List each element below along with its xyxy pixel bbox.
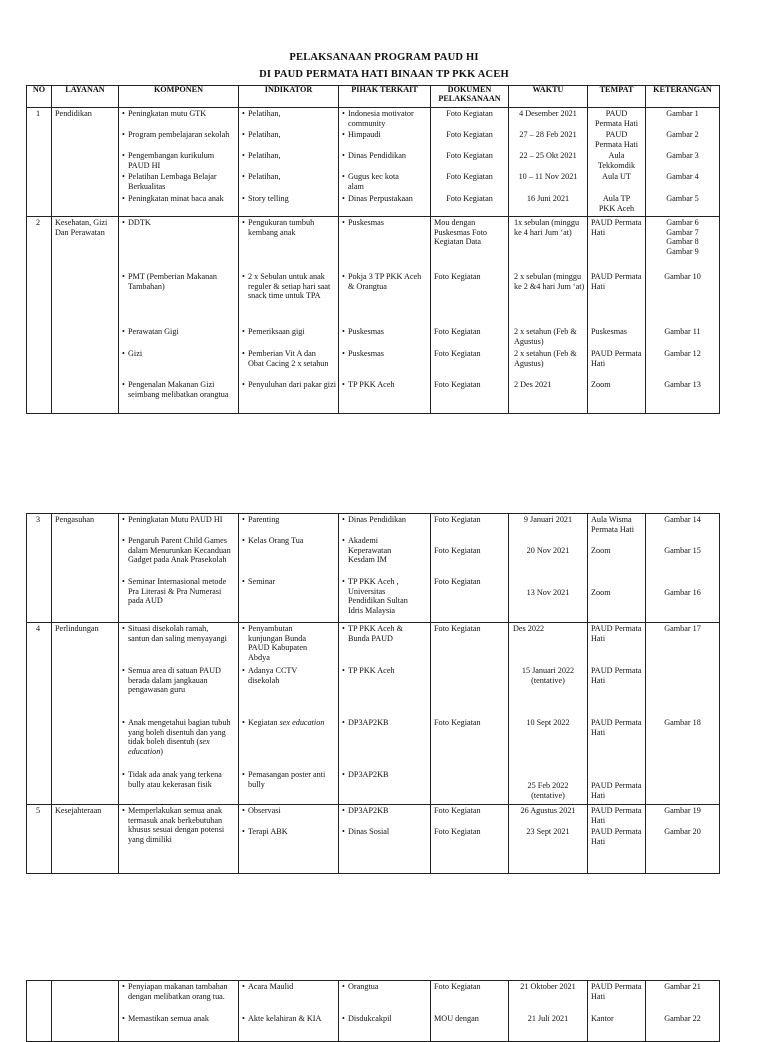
dokumen-item: Foto Kegiatan <box>434 718 481 727</box>
dokumen-item: Foto Kegiatan <box>446 194 493 203</box>
indikator-item: • Penyuluhan dari pakar gizi <box>248 380 336 390</box>
waktu-item: Des 2022 <box>513 624 545 633</box>
table-row <box>27 623 720 805</box>
tempat-item: PAUD Permata Hati <box>591 806 642 825</box>
keterangan-item: Gambar 4 <box>666 172 699 181</box>
komponen-item: • Perawatan Gigi <box>128 327 236 337</box>
keterangan-item: Gambar 22 <box>664 1014 701 1023</box>
header-komponen: KOMPONEN <box>119 86 239 108</box>
tempat-item: PAUD Permata Hati <box>591 349 642 368</box>
indikator-item: • Pelatihan, <box>248 130 281 140</box>
keterangan-item: Gambar 3 <box>666 151 699 160</box>
document-subtitle: DI PAUD PERMATA HATI BINAAN TP PKK ACEH <box>259 69 509 80</box>
waktu-item: 22 – 25 Okt 2021 <box>519 151 577 160</box>
keterangan-item: Gambar 6 Gambar 7 Gambar 8 Gambar 9 <box>666 218 699 256</box>
header-indikator: INDIKATOR <box>239 86 339 108</box>
dokumen-item: Foto Kegiatan <box>446 151 493 160</box>
indikator-item: • Pelatihan, <box>248 172 281 182</box>
keterangan-item: Gambar 20 <box>664 827 701 836</box>
pihak-item: • Akademi Keperawatan Kesdam IM <box>348 536 410 565</box>
keterangan-item: Gambar 16 <box>664 588 701 597</box>
row-number: 3 <box>36 515 41 524</box>
indikator-item: • 2 x Sebulan untuk anak reguler & setiap hari saat snack time untuk TPA <box>248 272 336 301</box>
dokumen-item: Foto Kegiatan <box>434 272 481 281</box>
waktu-item: 21 Juli 2021 <box>527 1014 569 1023</box>
pihak-item: • Gugus kec kota alam <box>348 172 412 191</box>
dokumen-item: Foto Kegiatan <box>434 624 481 633</box>
header-keterangan: KETERANGAN <box>646 86 720 108</box>
komponen-item: • Semua area di satuan PAUD berada dalam jangkauan pengawasan guru <box>128 666 230 695</box>
komponen-item: • Seminar Internasional metode Pra Literasi & Pra Numerasi pada AUD <box>128 577 234 606</box>
komponen-item: • Pengenalan Makanan Gizi seimbang melibatkan orangtua <box>128 380 234 399</box>
waktu-item: 1x sebulan (minggu ke 4 hari Jum ‘at) <box>514 218 580 237</box>
document-title: PELAKSANAAN PROGRAM PAUD HI <box>289 52 479 63</box>
komponen-item: • Peningkatan minat baca anak <box>128 194 236 204</box>
pihak-item: • Pokja 3 TP PKK Aceh & Orangtua <box>348 272 422 291</box>
komponen-item: • Pengembangan kurikulum PAUD HI <box>128 151 236 170</box>
pihak-item: • TP PKK Aceh , Universitas Pendidikan Sultan Idris Malaysia <box>348 577 422 615</box>
komponen-item: • Gizi <box>128 349 236 359</box>
pihak-item: • Dinas Perpustakaan <box>348 194 413 204</box>
program-table-3 <box>26 980 720 1042</box>
indikator-item: • Seminar <box>248 577 275 587</box>
tempat-item: PAUD Permata Hati <box>591 218 642 237</box>
pihak-item: • Indonesia motivator community <box>348 109 428 128</box>
pihak-item: • Disdukcakpil <box>348 1014 392 1024</box>
keterangan-item: Gambar 14 <box>664 515 701 524</box>
dokumen-item: Foto Kegiatan <box>434 806 481 815</box>
indikator-item: • Pengukuran tumbuh kembang anak <box>248 218 330 237</box>
indikator-item: • Terapi ABK <box>248 827 288 837</box>
dokumen-item: Foto Kegiatan <box>446 130 493 139</box>
layanan-label: Pengasuhan <box>55 515 95 524</box>
keterangan-item: Gambar 13 <box>664 380 701 389</box>
indikator-item: • Observasi <box>248 806 281 816</box>
header-tempat: TEMPAT <box>588 86 646 108</box>
waktu-item: 4 Desember 2021 <box>519 109 577 118</box>
waktu-item: 21 Oktober 2021 <box>520 982 576 991</box>
program-table-2 <box>26 513 720 874</box>
tempat-item: PAUD Permata Hati <box>591 781 642 800</box>
layanan-label: Kesejahteraan <box>55 806 102 815</box>
waktu-item: 10 – 11 Nov 2021 <box>518 172 578 181</box>
tempat-item: Kantor <box>591 1014 614 1023</box>
komponen-item: • Tidak ada anak yang terkena bully atau kekerasan fisik <box>128 770 230 789</box>
row-number: 4 <box>36 624 41 633</box>
dokumen-item: MOU dengan <box>434 1014 479 1023</box>
pihak-item: • DP3AP2KB <box>348 770 389 780</box>
keterangan-item: Gambar 18 <box>664 718 701 727</box>
header-layanan: LAYANAN <box>52 86 119 108</box>
waktu-item: 25 Feb 2022 (tentative) <box>527 781 569 800</box>
keterangan-item: Gambar 11 <box>664 327 701 336</box>
header-waktu: WAKTU <box>509 86 588 108</box>
dokumen-item: Foto Kegiatan <box>434 380 481 389</box>
dokumen-item: Foto Kegiatan <box>434 515 481 524</box>
waktu-item: 23 Sept 2021 <box>526 827 570 836</box>
komponen-item: • Penyiapan makanan tambahan dengan melibatkan orang tua. <box>128 982 234 1001</box>
table-header-row <box>27 86 720 108</box>
pihak-item: • Puskesmas <box>348 218 384 228</box>
indikator-item: • Pemberian Vit A dan Obat Cacing 2 x setahun <box>248 349 330 368</box>
tempat-item: PAUD Permata Hati <box>591 827 642 846</box>
dokumen-item: Foto Kegiatan <box>434 546 481 555</box>
layanan-label: Pendidikan <box>55 109 92 118</box>
dokumen-item: Foto Kegiatan <box>446 109 493 118</box>
dokumen-item: Foto Kegiatan <box>434 349 481 358</box>
pihak-item: • Dinas Pendidikan <box>348 151 406 161</box>
header-no: NO <box>27 86 52 108</box>
pihak-item: • TP PKK Aceh & Bunda PAUD <box>348 624 418 643</box>
pihak-item: • Puskesmas <box>348 327 384 337</box>
waktu-item: 13 Nov 2021 <box>526 588 570 597</box>
waktu-item: 2 x setahun (Feb & Agustus) <box>514 349 577 368</box>
tempat-item: Aula Tekkomdik <box>597 151 636 170</box>
waktu-item: 26 Agustus 2021 <box>520 806 576 815</box>
pihak-item: • TP PKK Aceh <box>348 666 395 676</box>
waktu-item: 15 Januari 2022 (tentative) <box>521 666 575 685</box>
tempat-item: Zoom <box>591 380 611 389</box>
row-number: 2 <box>36 218 41 227</box>
indikator-item: • Pemasangan poster anti bully <box>248 770 336 789</box>
keterangan-item: Gambar 15 <box>664 546 701 555</box>
keterangan-item: Gambar 17 <box>664 624 701 633</box>
dokumen-item: Foto Kegiatan <box>434 327 481 336</box>
tempat-item: Zoom <box>591 546 611 555</box>
pihak-item: • Puskesmas <box>348 349 384 359</box>
komponen-item: • Situasi disekolah ramah, santun dan saling menyayangi <box>128 624 230 643</box>
waktu-item: 16 Juni 2021 <box>526 194 570 203</box>
komponen-item: • Peningkatan mutu GTK <box>128 109 236 119</box>
tempat-item: Puskesmas <box>591 327 627 336</box>
komponen-item: • Anak mengetahui bagian tubuh yang boleh disentuh dan yang tidak boleh disentuh (sex education) <box>128 718 236 756</box>
table-row <box>27 805 720 874</box>
pihak-item: • Dinas Pendidikan <box>348 515 406 525</box>
row-number: 5 <box>36 806 41 815</box>
waktu-item: 2 x sebulan (minggu ke 2 &4 hari Jum ‘at) <box>514 272 585 291</box>
tempat-item: PAUD Permata Hati <box>595 109 638 128</box>
waktu-item: 27 – 28 Feb 2021 <box>519 130 577 139</box>
tempat-item: Zoom <box>591 588 611 597</box>
keterangan-item: Gambar 21 <box>664 982 701 991</box>
komponen-item: • Pelatihan Lembaga Belajar Berkualitas <box>128 172 236 191</box>
layanan-label: Perlindungan <box>55 624 99 633</box>
waktu-item: 10 Sept 2022 <box>526 718 570 727</box>
pihak-item: • Orangtua <box>348 982 378 992</box>
indikator-item: • Pemeriksaan gigi <box>248 327 336 337</box>
indikator-item: • Story telling <box>248 194 289 204</box>
dokumen-item: Mou dengan Puskesmas Foto Kegiatan Data <box>434 218 487 247</box>
waktu-item: 9 Januari 2021 <box>523 515 573 524</box>
dokumen-item: Foto Kegiatan <box>446 172 493 181</box>
pihak-item: • Dinas Sosial <box>348 827 389 837</box>
komponen-item: • Program pembelajaran sekolah <box>128 130 236 140</box>
komponen-item: • Pengaruh Parent Child Games dalam Menurunkan Kecanduan Gadget pada Anak Prasekolah <box>128 536 234 565</box>
indikator-item: • Kelas Orang Tua <box>248 536 304 546</box>
pihak-item: • Himpaudi <box>348 130 381 140</box>
header-dokumen: DOKUMEN PELAKSANAAN <box>431 86 509 108</box>
table-row <box>27 108 720 217</box>
pihak-item: • TP PKK Aceh <box>348 380 395 390</box>
keterangan-item: Gambar 2 <box>666 130 699 139</box>
tempat-item: PAUD Permata Hati <box>591 272 642 291</box>
dokumen-item: Foto Kegiatan <box>434 982 481 991</box>
keterangan-item: Gambar 12 <box>664 349 701 358</box>
komponen-item: • PMT (Pemberian Makanan Tambahan) <box>128 272 236 291</box>
indikator-item: • Pelatihan, <box>248 151 281 161</box>
dokumen-item: Foto Kegiatan <box>434 827 481 836</box>
keterangan-item: Gambar 1 <box>666 109 699 118</box>
keterangan-item: Gambar 19 <box>664 806 701 815</box>
waktu-item: 2 Des 2021 <box>514 380 552 389</box>
table-row <box>27 217 720 414</box>
tempat-item: PAUD Permata Hati <box>595 130 638 149</box>
tempat-item: Aula TP PKK Aceh <box>598 194 635 213</box>
waktu-item: 20 Nov 2021 <box>526 546 570 555</box>
tempat-item: Aula Wisma Permata Hati <box>591 515 634 534</box>
komponen-item: • DDTK <box>128 218 236 228</box>
layanan-label: Kesehatan, Gizi Dan Perawatan <box>55 218 108 237</box>
program-table-1 <box>26 85 720 414</box>
komponen-item: • Peningkatan Mutu PAUD HI <box>128 515 230 525</box>
indikator-item: • Acara Maulid <box>248 982 293 992</box>
tempat-item: PAUD Permata Hati <box>591 666 642 685</box>
dokumen-item: Foto Kegiatan <box>434 577 481 586</box>
keterangan-item: Gambar 5 <box>666 194 699 203</box>
tempat-item: PAUD Permata Hati <box>591 982 642 1001</box>
indikator-item: • Parenting <box>248 515 279 525</box>
tempat-item: PAUD Permata Hati <box>591 624 642 643</box>
indikator-item: • Penyambutan kunjungan Bunda PAUD Kabupaten Abdya <box>248 624 324 662</box>
tempat-item: Aula UT <box>602 172 631 181</box>
komponen-item: • Memastikan semua anak <box>128 1014 234 1024</box>
komponen-item: • Memperlakukan semua anak termasuk anak berkebutuhan khusus sesuai dengan potensi yang dimiliki <box>128 806 236 844</box>
indikator-item: • Akte kelahiran & KIA <box>248 1014 321 1024</box>
tempat-item: PAUD Permata Hati <box>591 718 642 737</box>
indikator-item: • Adanya CCTV disekolah <box>248 666 324 685</box>
indikator-item: • Pelatihan, <box>248 109 281 119</box>
header-pihak-terkait: PIHAK TERKAIT <box>339 86 431 108</box>
waktu-item: 2 x setahun (Feb & Agustus) <box>514 327 577 346</box>
pihak-item: • DP3AP2KB <box>348 718 389 728</box>
table-row <box>27 981 720 1042</box>
table-row <box>27 514 720 623</box>
indikator-item: • Kegiatan sex education <box>248 718 336 728</box>
row-number: 1 <box>36 109 41 118</box>
pihak-item: • DP3AP2KB <box>348 806 389 816</box>
keterangan-item: Gambar 10 <box>664 272 701 281</box>
